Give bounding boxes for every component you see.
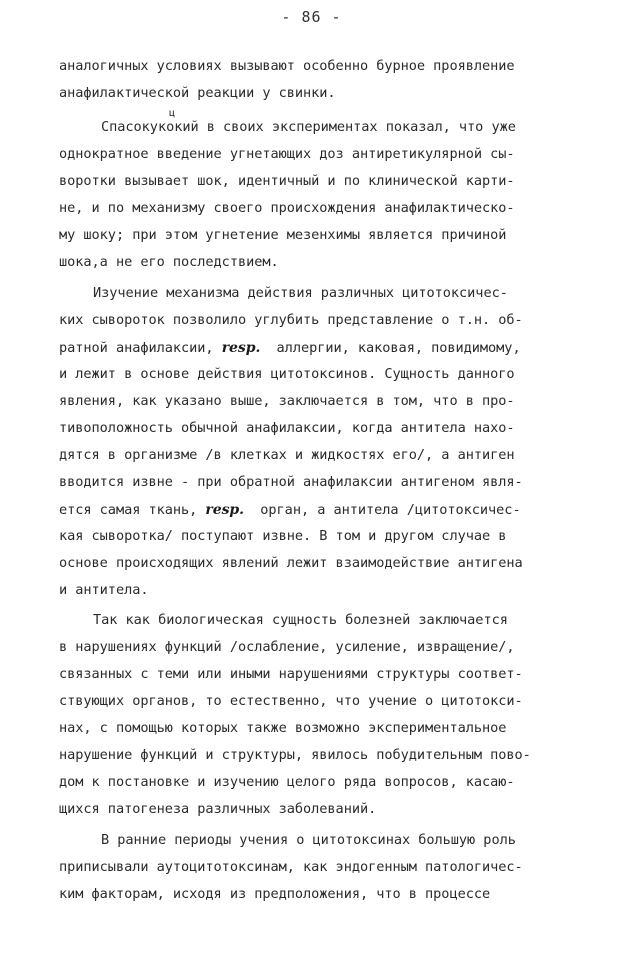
handwritten-resp: resp. — [221, 340, 261, 356]
handwritten-correction: ц — [169, 108, 176, 119]
text-line: ратной анафилаксии, resp. аллергии, каковая, повидимому, — [59, 340, 521, 356]
text-line: связанных с теми или иными нарушениями структуры соответ- — [59, 666, 523, 682]
text-line: ких сывороток позволило углубить представление о т.н. об- — [59, 312, 523, 328]
handwritten-resp: resp. — [205, 502, 245, 518]
text-line: воротки вызывает шок, идентичный и по клинической карти- — [59, 173, 515, 189]
text-line: Изучение механизма действия различных цитотоксичес- — [93, 285, 508, 301]
text-line: анафилактической реакции у свинки. — [59, 85, 336, 101]
text-line: дятся в организме /в клетках и жидкостях его/, а антиген — [59, 447, 515, 463]
text-line: щихся патогенеза различных заболеваний. — [59, 801, 377, 817]
text-line: нах, с помощью которых также возможно экспериментальное — [59, 720, 507, 736]
text-line: аналогичных условиях вызывают особенно бурное проявление — [59, 58, 515, 74]
text-line: тивоположность обычной анафилаксии, когда антитела нахо- — [59, 420, 515, 436]
page-number: - 86 - — [281, 8, 342, 26]
text-line: нарушение функций и структуры, явилось побудительным пово- — [59, 747, 531, 763]
text-line: шока,а не его последствием. — [59, 254, 279, 270]
text-line: не, и по механизму своего происхождения анафилактическо- — [59, 200, 515, 216]
text-line: вводится извне - при обратной анафилаксии антигеном явля- — [59, 474, 523, 490]
text-line: Спасокукокий в своих экспериментах показал, что уже — [101, 119, 516, 135]
text-line: ствующих органов, то естественно, что учение о цитотокси- — [59, 693, 523, 709]
text-line: приписывали аутоцитотоксинам, как эндогенным патологичес- — [59, 859, 523, 875]
text-line: и антитела. — [59, 582, 149, 598]
text-line: в нарушениях функций /ослабление, усиление, извращение/, — [59, 639, 515, 655]
text-line: ется самая ткань, resp. орган, а антитела /цитотоксичес- — [59, 502, 521, 518]
text-line: ким факторам, исходя из предположения, что в процессе — [59, 886, 491, 902]
text-line: основе происходящих явлений лежит взаимодействие антигена — [59, 555, 523, 571]
text-line: кая сыворотка/ поступают извне. В том и другом случае в — [59, 528, 507, 544]
text-line: однократное введение угнетающих доз антиретикулярной сы- — [59, 146, 515, 162]
text-line: и лежит в основе действия цитотоксинов. Сущность данного — [59, 366, 515, 382]
text-line: му шоку; при этом угнетение мезенхимы является причиной — [59, 227, 507, 243]
text-line: дом к постановке и изучению целого ряда вопросов, касаю- — [59, 774, 515, 790]
text-line: Так как биологическая сущность болезней заключается — [93, 612, 508, 628]
text-line: В ранние периоды учения о цитотоксинах большую роль — [101, 832, 516, 848]
text-line: явления, как указано выше, заключается в том, что в про- — [59, 393, 515, 409]
